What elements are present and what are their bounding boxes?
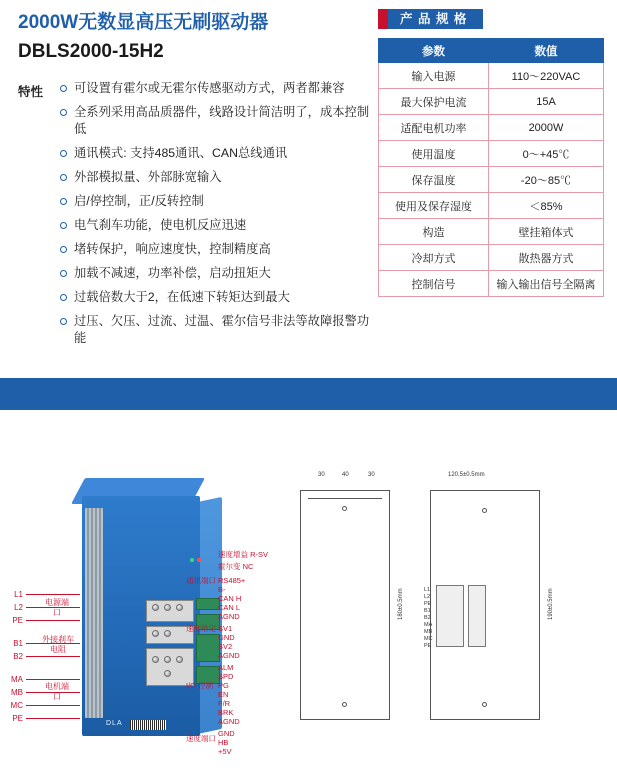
table-row [379, 115, 604, 141]
bullet-icon [60, 150, 67, 157]
cell-param: 使用及保存湿度 [379, 193, 489, 219]
table-row [379, 63, 604, 89]
signal-label: CAN L [218, 603, 241, 612]
list-item [60, 217, 378, 234]
table-header-row [379, 39, 604, 63]
dimension-label-height-front: 180±0.5mm [398, 588, 404, 620]
pin-label: PE [12, 616, 23, 625]
mount-hole-icon [482, 702, 487, 707]
product-model: DBLS2000-15H2 [18, 41, 164, 62]
table-row [379, 89, 604, 115]
list-item [60, 289, 378, 306]
heatsink-fins [85, 508, 103, 718]
pin-label: B2 [13, 652, 23, 661]
cell-param: 使用温度 [379, 141, 489, 167]
device-barcode [130, 720, 166, 730]
pin-label: MA [11, 675, 23, 684]
section-divider-band [0, 378, 617, 410]
cell-param: 保存温度 [379, 167, 489, 193]
cell-value: 壁挂箱体式 [489, 219, 604, 245]
signal-label: AGND [218, 612, 240, 621]
signal-label: EN [218, 690, 229, 699]
group-label-speed-port: 速度端口 [186, 734, 216, 743]
signal-label: GND [218, 729, 235, 738]
dimension-label: 30 [318, 472, 325, 478]
device-brand-label: DLA [106, 720, 123, 727]
bullet-icon [60, 198, 67, 205]
list-item [60, 169, 378, 186]
list-item [60, 193, 378, 210]
signal-label: RS485+ [218, 576, 246, 585]
status-led-green [190, 558, 194, 562]
accent-bar [378, 9, 388, 29]
cell-param: 输入电源 [379, 63, 489, 89]
title-block [18, 10, 358, 66]
signal-label: 速度增益 R-SV [218, 550, 269, 559]
dimension-label: 30 [368, 472, 375, 478]
mount-hole-icon [342, 506, 347, 511]
cell-value: 2000W [489, 115, 604, 141]
table-row [379, 167, 604, 193]
terminal-screw [164, 670, 171, 677]
signal-label: AGND [218, 651, 240, 660]
feature-text: 堵转保护，响应速度快，控制精度高 [74, 242, 271, 256]
mount-hole-icon [342, 702, 347, 707]
signal-connector-io [196, 634, 220, 662]
feature-text: 可设置有霍尔或无霍尔传感驱动方式，两者都兼容 [74, 81, 345, 95]
table-row [379, 219, 604, 245]
feature-text: 过载倍数大于2，在低速下转矩达到最大 [74, 290, 290, 304]
dimension-label-height-side: 190±0.5mm [548, 588, 554, 620]
pin-label: MB [11, 688, 23, 697]
feature-text: 全系列采用高品质器件，线路设计简洁明了，成本控制低 [74, 105, 370, 136]
list-item [60, 241, 378, 258]
terminal-screw [176, 604, 183, 611]
cell-param: 控制信号 [379, 271, 489, 297]
list-item [60, 313, 378, 347]
terminal-screw [176, 656, 183, 663]
cell-value: 输入输出信号全隔离 [489, 271, 604, 297]
cell-value: 15A [489, 89, 604, 115]
mech-terminal-strip [436, 585, 464, 647]
bullet-icon [60, 246, 67, 253]
dimension-label-width-side: 120.5±0.5mm [448, 472, 485, 478]
cell-param: 冷却方式 [379, 245, 489, 271]
mech-guide-line [308, 498, 382, 499]
spec-table [378, 38, 604, 297]
feature-text: 通讯模式: 支持485通讯、CAN总线通讯 [74, 146, 288, 160]
signal-label: SPD [218, 672, 234, 681]
signal-label: PG [218, 681, 229, 690]
bullet-icon [60, 270, 67, 277]
signal-label: F/R [218, 699, 231, 708]
group-label-io-control: I/O 控制 [186, 681, 214, 690]
signal-label: GND [218, 633, 235, 642]
feature-text: 电气刹车功能，使电机反应迅速 [74, 218, 247, 232]
feature-text: 加载不减速，功率补偿，启动扭矩大 [74, 266, 271, 280]
column-header-param: 参数 [379, 39, 489, 63]
column-header-value: 数值 [489, 39, 604, 63]
pin-label: PE [12, 714, 23, 723]
mech-pin-label: L1 [424, 587, 431, 593]
feature-text: 外部模拟量、外部脉宽输入 [74, 170, 222, 184]
pin-label: MC [10, 701, 23, 710]
list-item [60, 104, 378, 138]
terminal-screw [164, 604, 171, 611]
page-title: 2000W无数显高压无刷驱动器 [18, 12, 269, 33]
bullet-icon [60, 109, 67, 116]
terminal-screw [152, 630, 159, 637]
cell-param: 构造 [379, 219, 489, 245]
bullet-icon [60, 318, 67, 325]
pin-label: L1 [14, 590, 23, 599]
list-item [60, 80, 378, 97]
table-row [379, 193, 604, 219]
features-label: 特性 [18, 85, 44, 99]
cell-value: 110～220VAC [489, 63, 604, 89]
mech-pin-label: PE [424, 601, 432, 607]
group-label-comm-port: 通讯端口 [186, 576, 216, 585]
cell-value: 散热器方式 [489, 245, 604, 271]
bullet-icon [60, 294, 67, 301]
cell-param: 适配电机功率 [379, 115, 489, 141]
signal-label: AGND [218, 717, 240, 726]
signal-connector-comm [196, 598, 220, 610]
terminal-screw [152, 656, 159, 663]
mount-hole-icon [482, 508, 487, 513]
group-label-speed-setting: 速度给定 [186, 624, 216, 633]
mechanical-drawing-front [300, 490, 390, 720]
mech-signal-strip [468, 585, 486, 647]
group-label-motor-port: 电机端口 [45, 682, 69, 701]
signal-label: SV1 [218, 624, 233, 633]
signal-label: SV2 [218, 642, 233, 651]
cell-param: 最大保护电流 [379, 89, 489, 115]
cell-value: ＜85% [489, 193, 604, 219]
mech-pin-label: B1 [424, 608, 431, 614]
product-overview-section [0, 0, 617, 378]
signal-label: +5V [218, 747, 232, 756]
mech-pin-label: MC [424, 636, 433, 642]
pin-label: B1 [13, 639, 23, 648]
pin-label: L2 [14, 603, 23, 612]
features-block [18, 80, 378, 354]
list-item [60, 265, 378, 282]
status-led-red [197, 558, 201, 562]
signal-label: 霍尔变 NC [218, 562, 254, 571]
terminal-screw [164, 656, 171, 663]
signal-label: BRK [218, 708, 234, 717]
signal-label: CAN H [218, 594, 242, 603]
feature-text: 过压、欠压、过流、过温、霍尔信号非法等故障报警功能 [74, 314, 370, 345]
table-row [379, 245, 604, 271]
signal-label: ALM [218, 663, 234, 672]
feature-text: 启/停控制，正/反转控制 [74, 194, 204, 208]
mech-pin-label: MB [424, 629, 433, 635]
mech-pin-label: L2 [424, 594, 431, 600]
signal-label: B- [218, 585, 226, 594]
spec-heading: 产 品 规 格 [388, 9, 483, 29]
bullet-icon [60, 85, 67, 92]
mech-pin-label: B2 [424, 615, 431, 621]
cell-value: 0～+45℃ [489, 141, 604, 167]
terminal-screw [164, 630, 171, 637]
table-row [379, 141, 604, 167]
bullet-icon [60, 222, 67, 229]
bullet-icon [60, 174, 67, 181]
group-label-brake-resistor: 外接刹车电阻 [42, 635, 74, 654]
terminal-screw [152, 604, 159, 611]
dimension-label: 40 [342, 472, 349, 478]
features-list [60, 80, 378, 354]
diagram-section [0, 410, 617, 771]
cell-value: -20～85℃ [489, 167, 604, 193]
spec-panel [378, 8, 604, 297]
mech-pin-label: MA [424, 622, 433, 628]
group-label-power-port: 电源端口 [45, 598, 69, 617]
list-item [60, 145, 378, 162]
table-row [379, 271, 604, 297]
mech-pin-label: PE [424, 643, 432, 649]
spec-header [378, 8, 604, 30]
signal-label: HB [218, 738, 229, 747]
